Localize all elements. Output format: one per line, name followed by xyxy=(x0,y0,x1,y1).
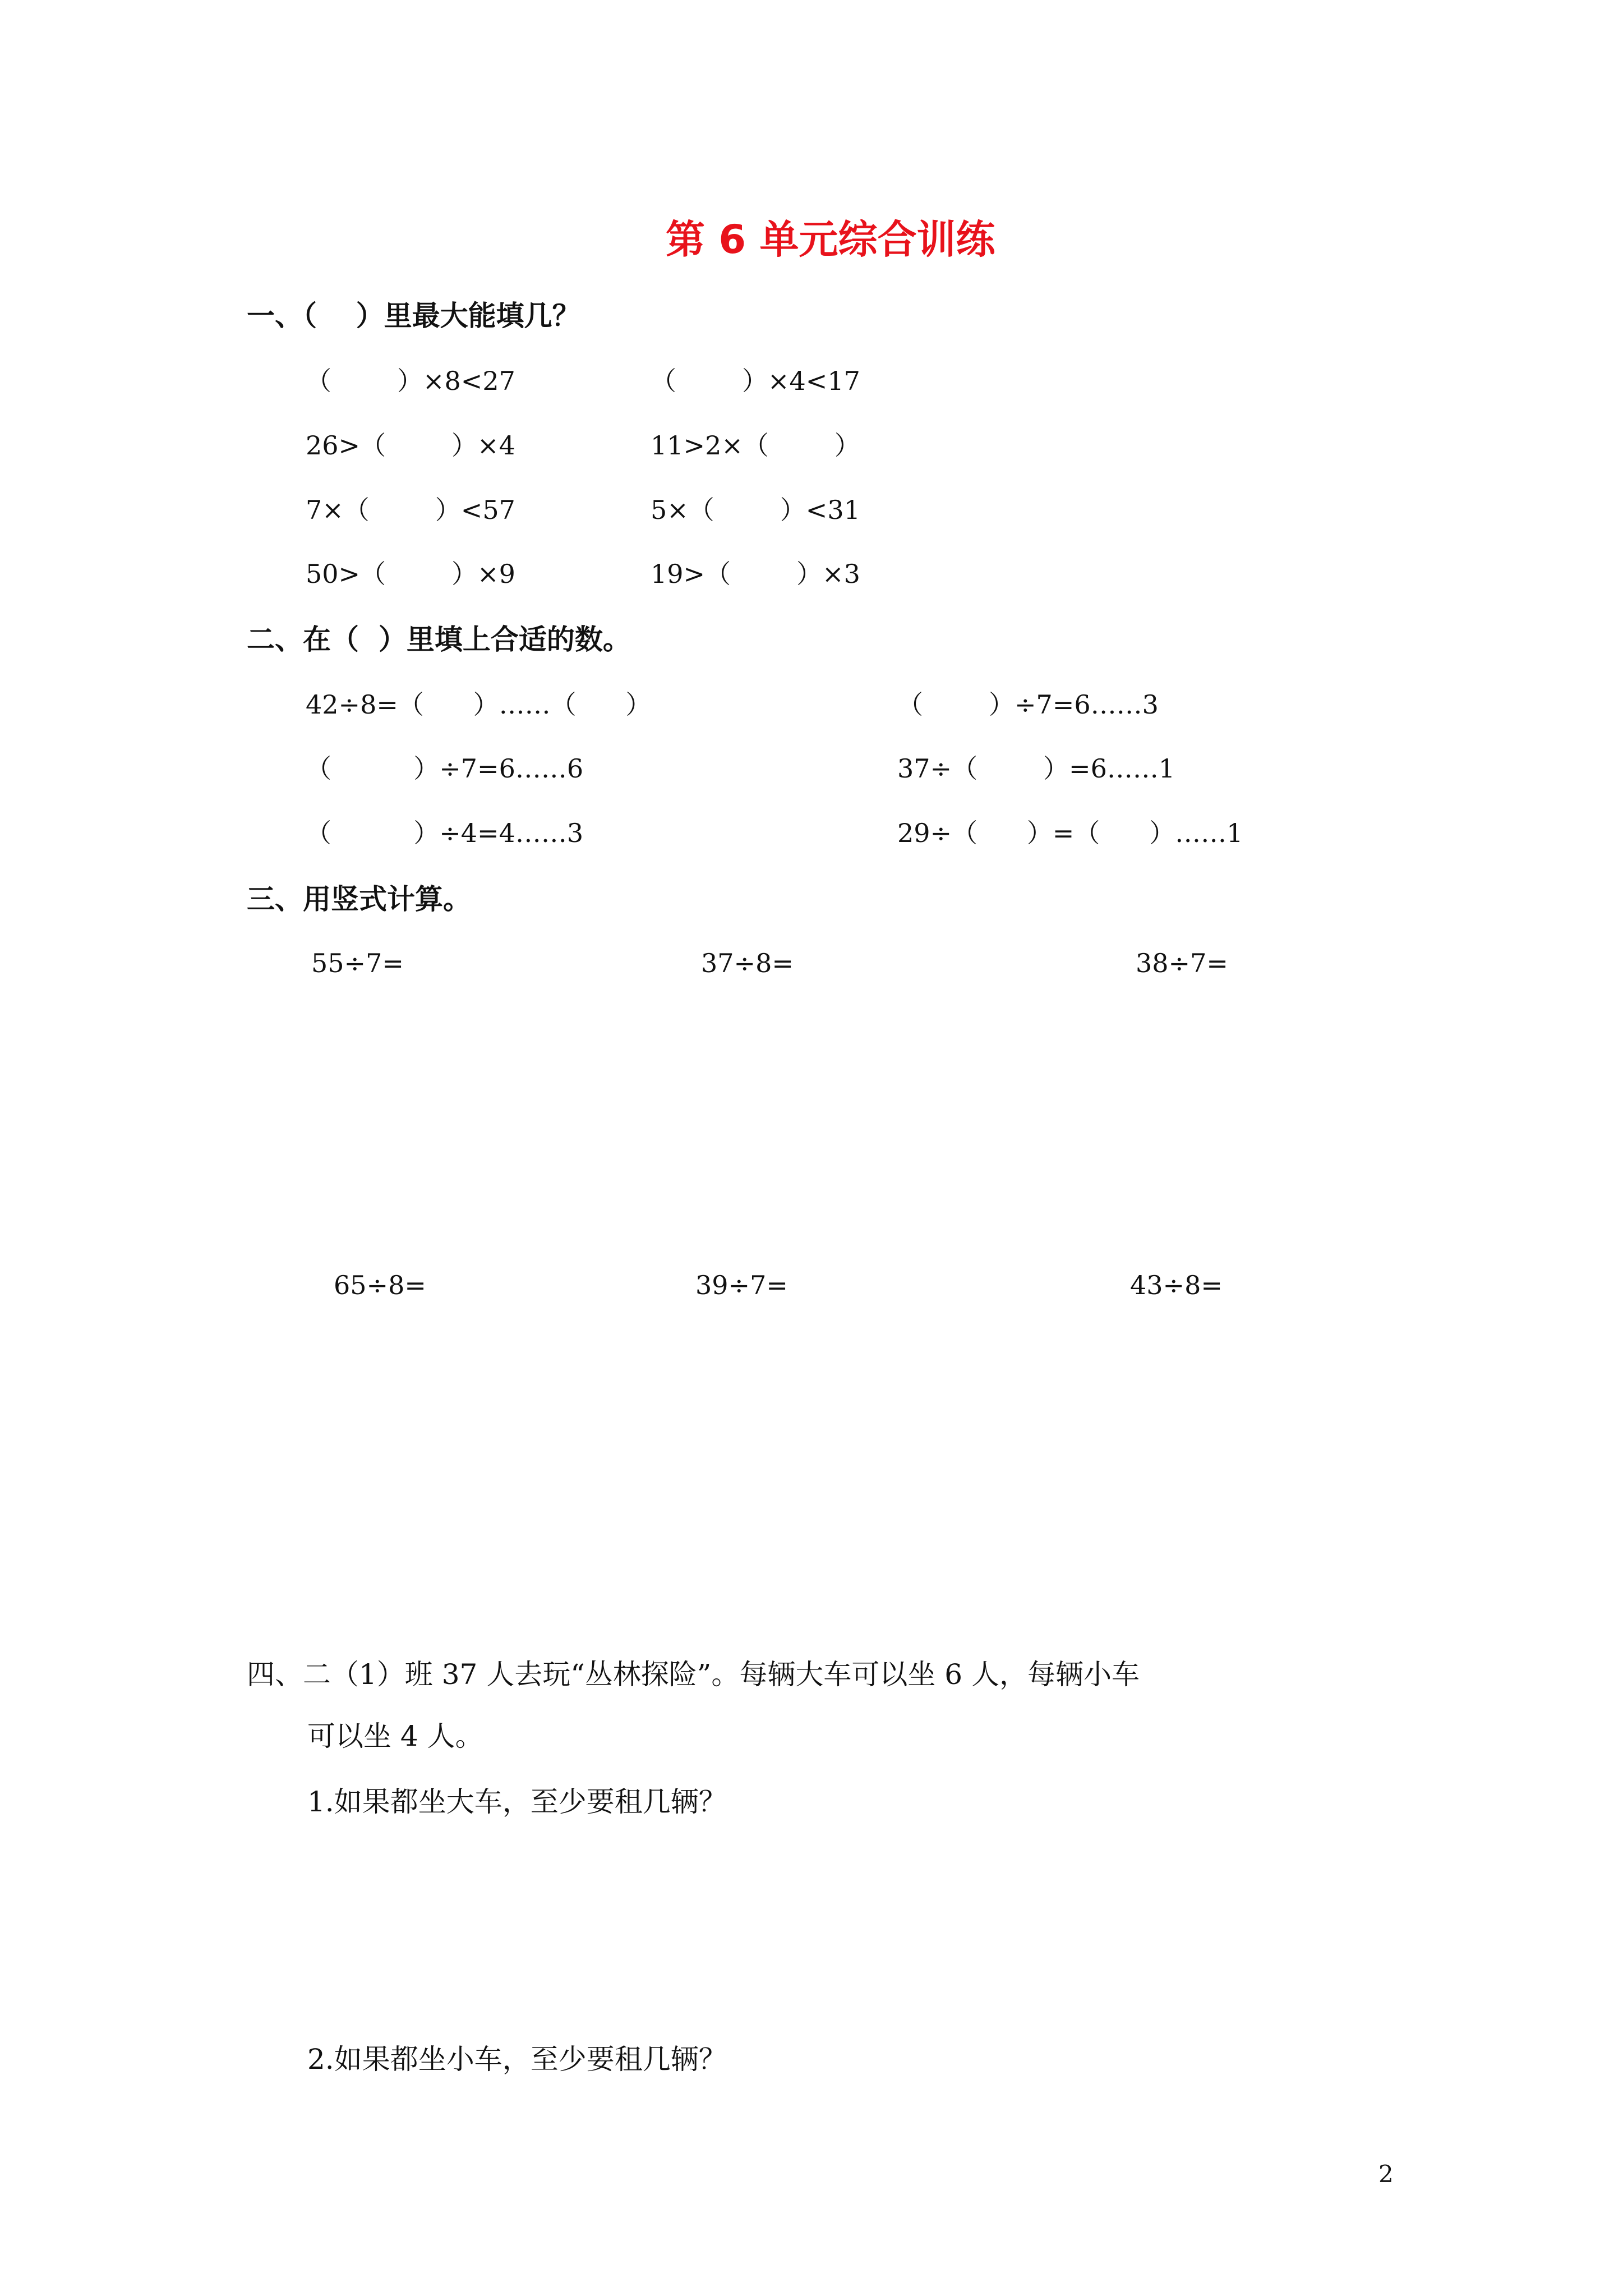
section1-item: 19>（ ）×3 xyxy=(651,559,860,589)
page-title: 第 6 单元综合训练 xyxy=(666,217,995,263)
section1-item: 7×（ ）<57 xyxy=(306,495,515,525)
calc-problem: 55÷7= xyxy=(311,948,404,978)
section1-heading: 一、（ ）里最大能填几？ xyxy=(247,300,580,332)
sub-question-1: 1.如果都坐大车，至少要租几辆？ xyxy=(307,1786,727,1818)
calc-problem: 38÷7= xyxy=(1136,948,1228,978)
section1-item: 11>2×（ ） xyxy=(651,430,860,461)
section4-question-cont: 可以坐 4 人。 xyxy=(307,1720,483,1752)
calc-problem: 43÷8= xyxy=(1130,1270,1223,1300)
section1-item: 5×（ ）<31 xyxy=(651,495,860,525)
page-number: 2 xyxy=(1378,2160,1394,2188)
calc-problem: 65÷8= xyxy=(334,1270,426,1300)
calc-problem: 39÷7= xyxy=(695,1270,788,1300)
section2-item: （ ）÷7=6……3 xyxy=(897,689,1159,720)
sub-question-2: 2.如果都坐小车，至少要租几辆？ xyxy=(307,2043,727,2076)
section2-item: （ ）÷7=6……6 xyxy=(306,753,584,784)
section1-item: 50>（ ）×9 xyxy=(306,559,515,589)
section2-item: （ ）÷4=4……3 xyxy=(306,818,584,848)
section1-item: （ ）×4<17 xyxy=(651,366,860,396)
section2-item: 37÷（ ）=6……1 xyxy=(897,753,1175,784)
section2-item: 29÷（ ）=（ ）……1 xyxy=(897,818,1243,848)
section2-heading: 二、在（ ）里填上合适的数。 xyxy=(247,623,631,656)
calc-problem: 37÷8= xyxy=(701,948,794,978)
section1-item: （ ）×8<27 xyxy=(306,366,515,396)
section3-heading: 三、用竖式计算。 xyxy=(247,883,471,915)
section4-question: 四、二（1）班 37 人去玩“丛林探险”。每辆大车可以坐 6 人，每辆小车 xyxy=(247,1658,1140,1691)
section1-item: 26>（ ）×4 xyxy=(306,430,515,461)
section2-item: 42÷8=（ ）……（ ） xyxy=(306,689,652,720)
